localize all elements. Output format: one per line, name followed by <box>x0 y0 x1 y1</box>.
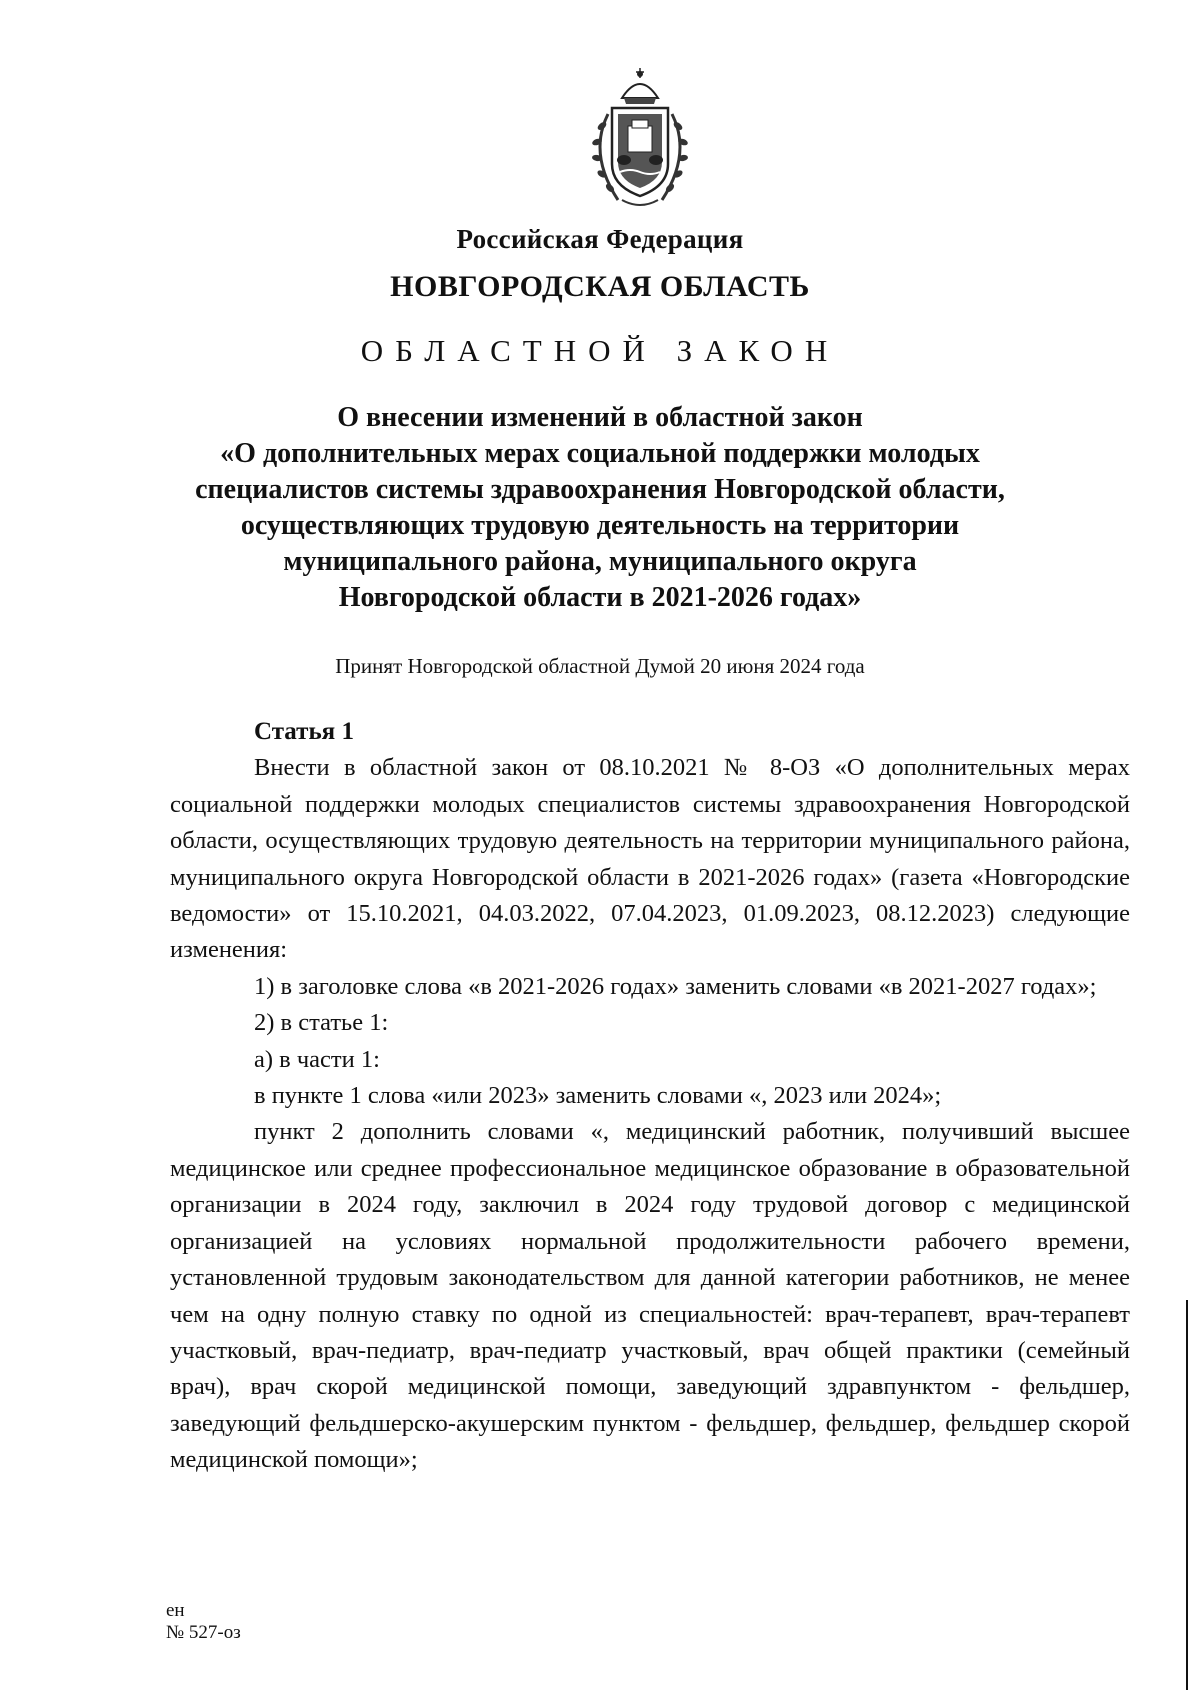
article-paragraph: пункт 2 дополнить словами «, медицинский работник, получивший высшее медицинское или среднее профессиональное медицинское образование в образовательной организации в 2024 году, заключил в 2024 году трудовой договор с медицинской организацией на условиях нормальной продолжительности рабочего времени, установленной трудовым законодательством для данной категории работников, не менее чем на одну полную ставку по одной из специальностей: врач-терапевт, врач-терапевт участковый, врач-педиатр, врач-педиатр участковый, врач общей практики (семейный врач), врач скорой медицинской помощи, заведующий здравпунктом - фельдшер, заведующий фельдшерско-акушерским пунктом - фельдшер, фельдшер, фельдшер скорой медицинской помощи»; <box>170 1118 1130 1474</box>
law-type-heading: ОБЛАСТНОЙ ЗАКОН <box>360 333 840 368</box>
footer-number: № 527-оз <box>166 1622 241 1643</box>
title-line: специалистов системы здравоохранения Новгородской области, <box>195 474 1005 505</box>
title-line: муниципального района, муниципального округа <box>283 546 917 577</box>
article-paragraph: а) в части 1: <box>254 1045 380 1073</box>
footer-initials: ен <box>166 1600 185 1621</box>
article-paragraph: 2) в статье 1: <box>254 1009 389 1037</box>
article-body <box>170 714 1130 1479</box>
coat-of-arms-icon <box>578 64 702 210</box>
article-heading: Статья 1 <box>254 718 354 745</box>
title-line: О внесении изменений в областной закон <box>337 402 863 433</box>
federation-heading: Российская Федерация <box>456 224 744 254</box>
law-title <box>160 400 1040 616</box>
adoption-note: Принят Новгородской областной Думой 20 июня 2024 года <box>335 654 865 678</box>
article-paragraph: Внести в областной закон от 08.10.2021 № 8-ОЗ «О дополнительных мерах социальной поддержки молодых специалистов системы здравоохранения Новгородской области, осуществляющих трудовую деятельность на территории муниципального района, муниципального округа Новгородской области в 2021-2026 годах» (газета «Новгородские ведомости» от 15.10.2021, 04.03.2022, 07.04.2023, 01.09.2023, 08.12.2023) следующие изменения: <box>170 754 1130 964</box>
article-paragraph: в пункте 1 слова «или 2023» заменить словами «, 2023 или 2024»; <box>254 1082 942 1110</box>
region-heading: НОВГОРОДСКАЯ ОБЛАСТЬ <box>390 270 810 303</box>
article-paragraph: 1) в заголовке слова «в 2021-2026 годах» заменить словами «в 2021-2027 годах»; <box>254 972 1097 1000</box>
title-line: «О дополнительных мерах социальной поддержки молодых <box>220 438 980 469</box>
scan-edge-line <box>1186 1300 1188 1690</box>
title-line: Новгородской области в 2021-2026 годах» <box>338 582 862 613</box>
footer-registration <box>166 1600 241 1644</box>
title-line: осуществляющих трудовую деятельность на территории <box>240 510 960 541</box>
